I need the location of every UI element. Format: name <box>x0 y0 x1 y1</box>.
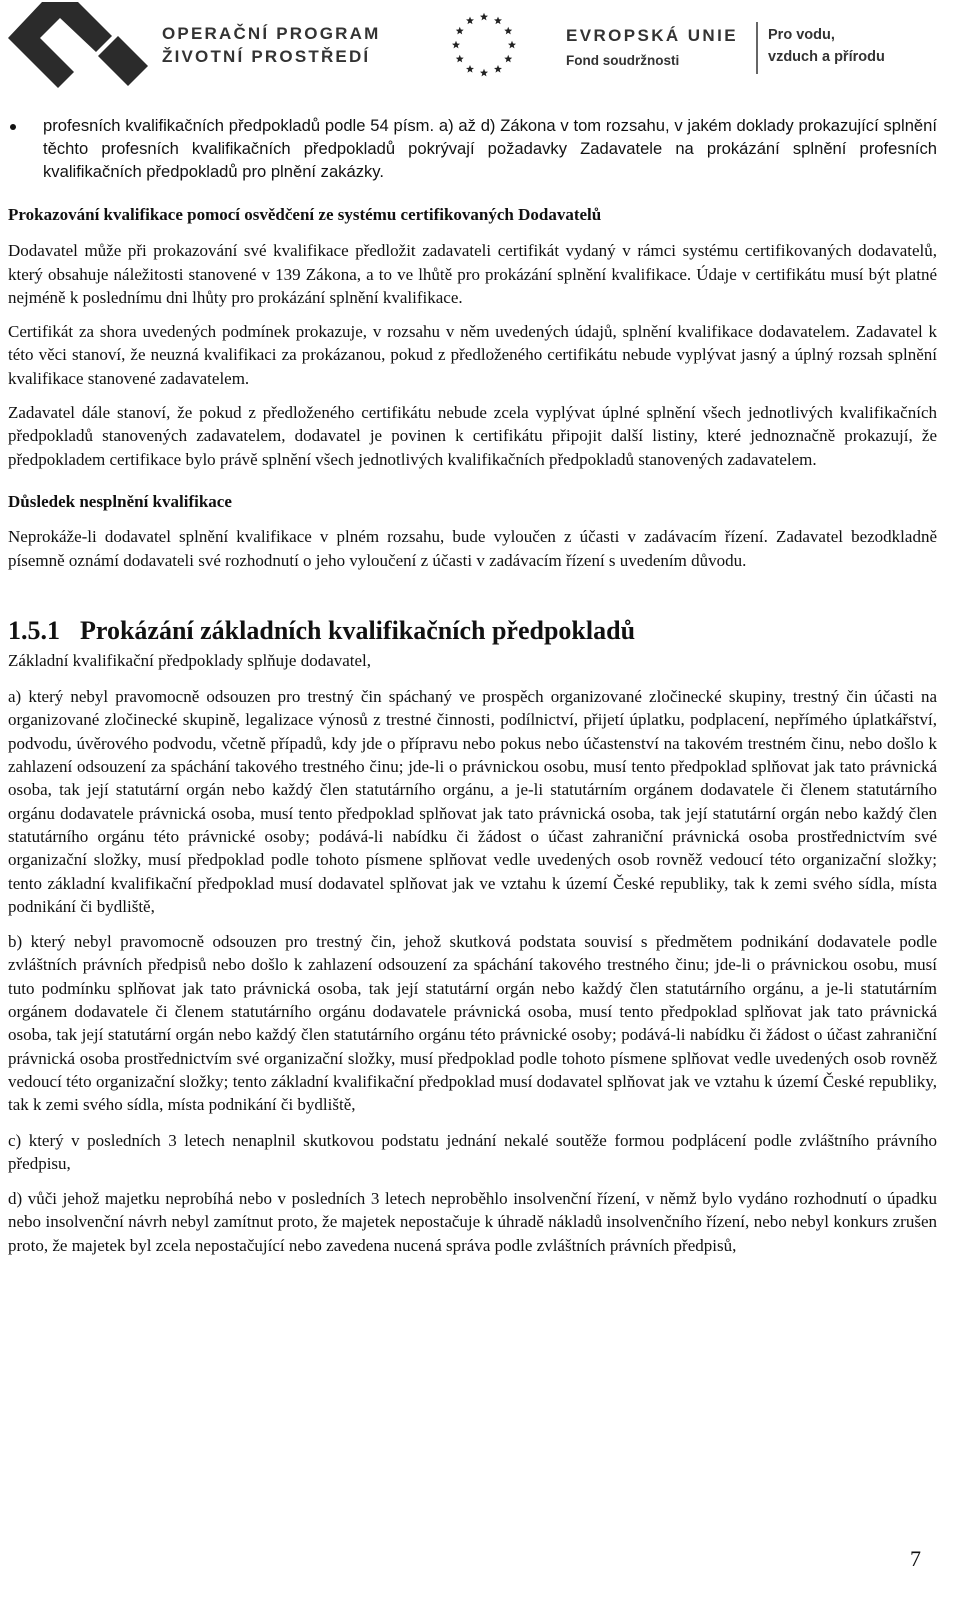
chapter-number: 1.5.1 <box>8 615 60 645</box>
op-line-2: ŽIVOTNÍ PROSTŘEDÍ <box>162 47 371 66</box>
list-item-b: b) který nebyl pravomocně odsouzen pro trestný čin, jehož skutková podstata souvisí s předmětem podnikání dodavatele podle zvláštních právních předpisů nebo došlo k zahlazení odsouzení za spáchání takového trestného činu; jde-li o právnickou osobu, musí tuto podmínku splňovat jak tato právnická osoba, tak její statutární orgán nebo každý člen statutárního orgánu, a je-li statutárním orgánem dodavatele či členem statutárního orgánu dodavatele právnická osoba, musí tento předpoklad splňovat jak tato právnická osoba, tak její statutární orgán nebo každý člen statutárního orgánu této právnické osoby; podává-li nabídku či žádost o účast zahraniční právnická osoba prostřednictvím své organizační složky, musí předpoklad podle tohoto písmene splňovat vedle uvedených osob rovněž vedoucí této organizační složky; tento základní kvalifikační předpoklad musí dodavatel splňovat jak ve vztahu k území České republiky, tak k zemi svého sídla, místa podnikání či bydliště, <box>8 932 937 1115</box>
eu-title: EVROPSKÁ UNIE <box>566 26 738 45</box>
eu-star-icon <box>480 13 488 21</box>
eu-star-icon <box>480 69 488 77</box>
intro-text: Základní kvalifikační předpoklady splňuje dodavatel, <box>8 650 372 670</box>
section-heading-consequence: Důsledek nesplnění kvalifikace <box>8 491 232 511</box>
list-item-a: a) který nebyl pravomocně odsouzen pro trestný čin spáchaný ve prospěch organizované zločinecké skupiny, trestný čin účasti na organizované zločinecké skupině, legalizace výnosů z trestné činnosti, podílnictví, přijetí úplatku, podplacení, nepřímého úplatkářství, podvodu, úvěrového podvodu, včetně případů, kdy jde o přípravu nebo pokus nebo účastenství na takovém trestném činu, nebo došlo k zahlazení odsouzení za spáchání takového trestného činu; jde-li o právnickou osobu, musí tento předpoklad splňovat jak tato právnická osoba, tak její statutární orgán nebo každý člen statutárního orgánu, a je-li statutárním orgánem dodavatele či členem statutárního orgánu dodavatele právnická osoba, musí tento předpoklad splňovat jak tato právnická osoba, tak její statutární orgán nebo každý člen statutárního orgánu této právnické osoby; podává-li nabídku či žádost o účast zahraniční právnická osoba prostřednictvím své organizační složky, musí předpoklad podle tohoto písmene splňovat vedle uvedených osob rovněž vedoucí této organizační složky; tento základní kvalifikační předpoklad musí dodavatel splňovat jak ve vztahu k území České republiky, tak k zemi svého sídla, místa podnikání či bydliště, <box>8 687 937 916</box>
eu-star-icon <box>466 17 474 25</box>
eu-star-icon <box>504 27 512 35</box>
page-header <box>0 0 960 90</box>
bullet-item <box>8 114 937 183</box>
eu-star-icon <box>456 27 464 35</box>
paragraph: Dodavatel může při prokazování své kvalifikace předložit zadavateli certifikát vydaný v rámci systému certifikovaných dodavatelů, který obsahuje náležitosti stanovené v 139 Zákona, a to ve lhůtě pro prokázání splnění kvalifikace. Údaje v certifikátu musí být platné nejméně k poslednímu dni lhůty pro prokázání splnění kvalifikace. <box>8 241 937 307</box>
list-item-d: d) vůči jehož majetku neprobíhá nebo v posledních 3 letech neproběhlo insolvenční řízení, v němž bylo vydáno rozhodnutí o úpadku nebo insolvenční návrh nebyl zamítnut proto, že majetek nepostačuje k úhradě nákladů insolvenčního řízení, nebo nebyl konkurs zrušen proto, že majetek byl zcela nepostačující nebo zavedena nucená správa podle zvláštních právních předpisů, <box>8 1189 937 1255</box>
eu-flag-icon <box>420 6 548 84</box>
eu-star-icon <box>504 55 512 63</box>
chapter-heading <box>8 616 937 646</box>
eu-fund-name: Fond soudržnosti <box>566 53 680 68</box>
eu-star-icon <box>494 17 502 25</box>
page-number: 7 <box>910 1546 921 1571</box>
header-divider <box>756 22 758 74</box>
op-zp-logo-icon <box>0 0 150 90</box>
eu-star-icon <box>466 65 474 73</box>
op-program-name <box>162 22 380 68</box>
bullet-text: profesních kvalifikačních předpokladů podle 54 písm. a) až d) Zákona v tom rozsahu, v jakém doklady prokazující splnění těchto profesních kvalifikačních předpokladů pokrývají požadavky Zadavatele na prokázání splnění profesních kvalifikačních předpokladů pro plnění zakázky. <box>43 116 937 181</box>
eu-star-icon <box>452 41 460 49</box>
eu-star-icon <box>508 41 516 49</box>
slogan-line-2: vzduch a přírodu <box>768 49 885 65</box>
paragraph: Certifikát za shora uvedených podmínek prokazuje, v rozsahu v něm uvedených údajů, splnění kvalifikace dodavatelem. Zadavatel k této věci stanoví, že neuzná kvalifikaci za prokázanou, pokud z předloženého certifikátu nebude vyplývat jasný a úplný rozsah splnění kvalifikace stanovené zadavatelem. <box>8 322 937 388</box>
eu-star-icon <box>494 65 502 73</box>
paragraph: Neprokáže-li dodavatel splnění kvalifikace v plném rozsahu, bude vyloučen z účasti v zadávacím řízení. Zadavatel bezodkladně písemně oznámí dodavateli své rozhodnutí o jeho vyloučení z účasti v zadávacím řízení s uvedením důvodu. <box>8 527 937 570</box>
eu-star-icon <box>456 55 464 63</box>
section-heading-certification: Prokazování kvalifikace pomocí osvědčení ze systému certifikovaných Dodavatelů <box>8 205 602 224</box>
slogan-line-1: Pro vodu, <box>768 27 835 43</box>
chapter-title: Prokázání základních kvalifikačních předpokladů <box>80 615 636 645</box>
list-item-c: c) který v posledních 3 letech nenaplnil skutkovou podstatu jednání nekalé soutěže formou podplácení podle zvláštního právního předpisu, <box>8 1130 937 1173</box>
eu-slogan <box>768 24 885 68</box>
bullet-icon <box>10 124 16 130</box>
document-body <box>8 114 937 1257</box>
paragraph: Zadavatel dále stanoví, že pokud z předloženého certifikátu nebude zcela vyplývat úplné splnění všech jednotlivých kvalifikačních předpokladů stanovených zadavatelem, dodavatel je povinen k certifikátu připojit další listiny, které jednoznačně prokazují, že předpokladem certifikace bylo právě splnění všech jednotlivých kvalifikačních předpokladů stanovených zadavatelem. <box>8 403 937 469</box>
op-line-1: OPERAČNÍ PROGRAM <box>162 24 381 43</box>
